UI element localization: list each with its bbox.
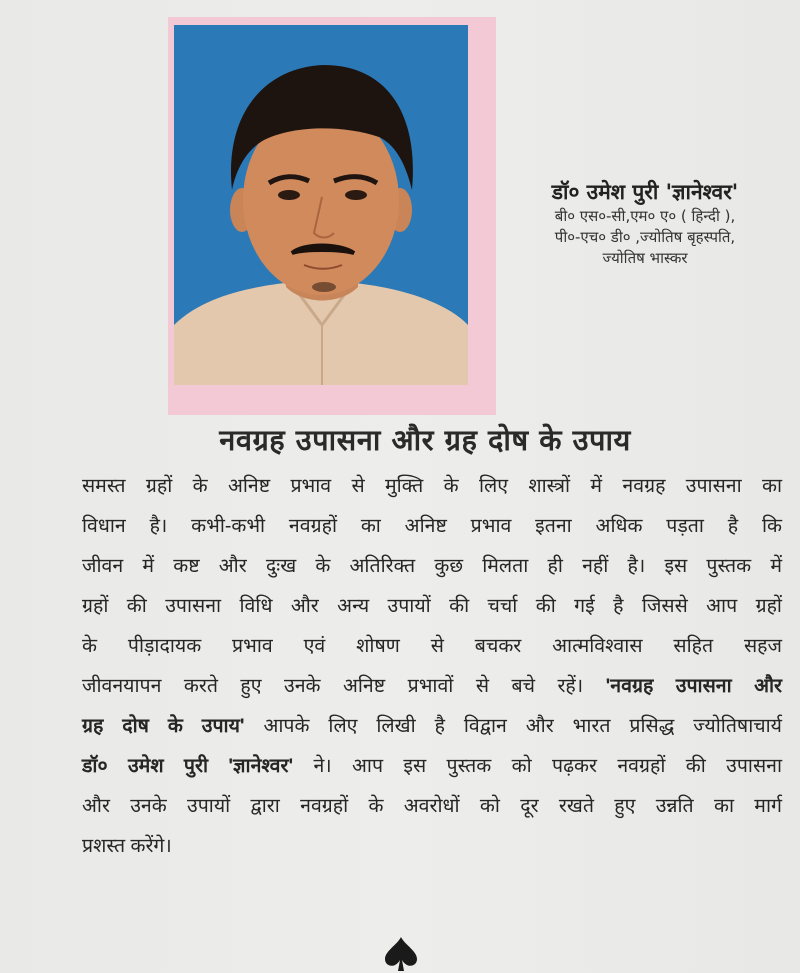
description-text: के पीड़ादायक प्रभाव एवं शोषण से बचकर आत्मविश्वास सहित सहज xyxy=(82,635,782,657)
author-credential-line: पी०-एच० डी० ,ज्योतिष बृहस्पति, xyxy=(554,228,736,246)
description-text: प्रशस्त करेंगे। xyxy=(82,835,172,857)
description-line xyxy=(82,706,782,746)
author-name-inline: डॉ० उमेश पुरी 'ज्ञानेश्वर' xyxy=(82,755,294,777)
author-credential-line: बी० एस०-सी,एम० ए० ( हिन्दी ), xyxy=(554,207,736,225)
description-line xyxy=(82,626,782,666)
description-line xyxy=(82,746,782,786)
description-line xyxy=(82,466,782,506)
description-text: जीवन में कष्ट और दुःख के अतिरिक्त कुछ मिलता ही नहीं है। इस पुस्तक में xyxy=(82,555,782,577)
author-name: डॉ० उमेश पुरी 'ज्ञानेश्वर' xyxy=(551,180,739,204)
description-line xyxy=(82,666,782,706)
book-title-quote: 'नवग्रह उपासना और xyxy=(605,675,783,697)
author-photo-frame xyxy=(168,17,496,415)
description-text: ने। आप इस पुस्तक को पढ़कर नवग्रहों की उपासना xyxy=(293,755,783,777)
book-title: नवग्रह उपासना और ग्रह दोष के उपाय xyxy=(219,423,631,457)
description-text: जीवनयापन करते हुए उनके अनिष्ट प्रभावों से बचे रहें। xyxy=(82,675,606,697)
description-text: समस्त ग्रहों के अनिष्ट प्रभाव से मुक्ति के लिए शास्त्रों में नवग्रह उपासना का xyxy=(82,475,782,497)
description-line xyxy=(82,546,782,586)
spade-icon xyxy=(383,935,419,973)
description-line xyxy=(82,586,782,626)
description-line xyxy=(82,826,782,866)
book-description xyxy=(82,466,782,866)
description-text: विधान है। कभी-कभी नवग्रहों का अनिष्ट प्रभाव इतना अधिक पड़ता है कि xyxy=(82,515,782,537)
description-line xyxy=(82,506,782,546)
book-title-quote: ग्रह दोष के उपाय' xyxy=(82,715,245,737)
portrait-illustration xyxy=(174,25,468,385)
description-text: आपके लिए लिखी है विद्वान और भारत प्रसिद्ध ज्योतिषाचार्य xyxy=(244,715,782,737)
description-text: ग्रहों की उपासना विधि और अन्य उपायों की चर्चा की गई है जिससे आप ग्रहों xyxy=(82,595,782,617)
description-line xyxy=(82,786,782,826)
description-text: और उनके उपायों द्वारा नवग्रहों के अवरोधों को दूर रखते हुए उन्नति का मार्ग xyxy=(82,795,782,817)
author-info xyxy=(500,178,790,269)
author-photo xyxy=(174,25,468,385)
author-credential-line: ज्योतिष भास्कर xyxy=(602,249,688,267)
